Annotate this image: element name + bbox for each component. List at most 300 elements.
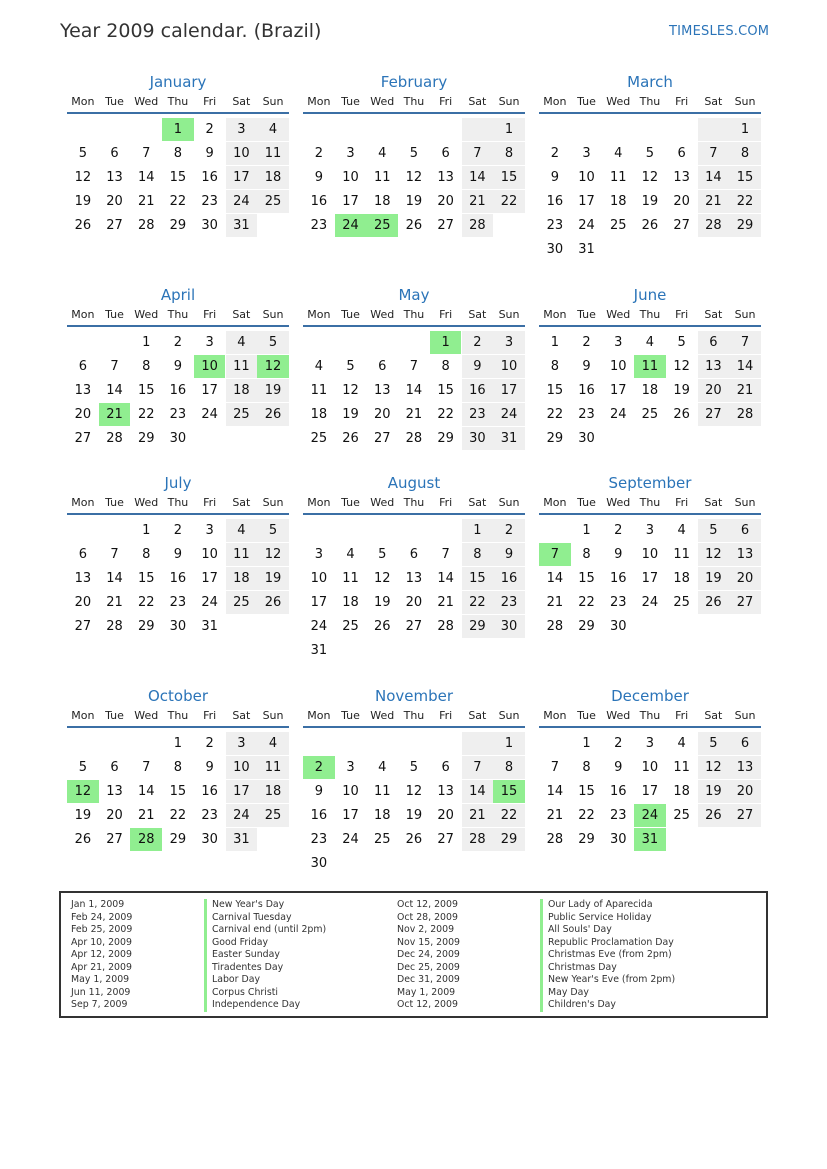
weekend-day-cell: 19 (257, 379, 289, 402)
month-name: October (147, 687, 209, 705)
weekday-header: Sun (498, 308, 520, 321)
legend-holiday-name: Public Service Holiday (540, 912, 675, 925)
weekend-day-cell: 5 (698, 519, 730, 542)
weekday-header: Fri (439, 709, 453, 722)
weekday-header: Wed (606, 709, 631, 722)
weekday-header: Thu (403, 496, 425, 509)
day-cell: 4 (645, 335, 655, 350)
weekend-day-cell: 11 (226, 543, 258, 566)
day-cell: 10 (201, 547, 218, 562)
day-cell: 27 (437, 832, 454, 847)
day-cell: 3 (346, 760, 355, 775)
weekend-day-cell: 1 (493, 732, 525, 755)
day-cell: 4 (346, 547, 355, 562)
day-cell: 20 (673, 194, 690, 209)
weekend-day-cell: 24 (226, 190, 258, 213)
day-cell: 9 (314, 170, 323, 185)
weekday-header: Fri (675, 95, 689, 108)
day-cell: 14 (546, 571, 564, 586)
day-cell: 30 (169, 619, 187, 634)
day-cell: 1 (173, 736, 183, 751)
weekday-header: Sat (468, 709, 487, 722)
day-cell: 30 (201, 218, 218, 233)
month-name: April (160, 286, 196, 304)
weekend-day-cell: 16 (462, 379, 494, 402)
day-cell: 13 (74, 571, 92, 586)
day-cell: 20 (106, 808, 123, 823)
day-cell: 20 (74, 407, 92, 422)
legend-holiday-name: Corpus Christi (204, 987, 326, 1000)
day-cell: 1 (550, 335, 559, 350)
legend-holiday-name: New Year's Day (204, 899, 326, 912)
weekend-day-cell: 15 (462, 567, 494, 590)
weekday-header: Thu (167, 496, 189, 509)
day-cell: 21 (437, 595, 454, 610)
weekend-day-cell: 17 (226, 166, 258, 189)
month-divider (539, 112, 761, 114)
day-cell: 9 (314, 784, 323, 799)
day-cell: 26 (74, 218, 92, 233)
day-cell: 27 (106, 218, 123, 233)
weekday-header: Tue (105, 308, 124, 321)
holiday-day-cell: 12 (67, 780, 99, 803)
weekend-day-cell: 19 (698, 567, 730, 590)
day-cell: 2 (614, 736, 623, 751)
weekend-day-cell: 8 (493, 756, 525, 779)
weekend-day-cell: 20 (729, 780, 761, 803)
weekend-day-cell: 4 (226, 519, 258, 542)
day-cell: 25 (673, 595, 690, 610)
weekend-day-cell: 23 (462, 403, 494, 426)
legend-names-right (540, 899, 675, 1012)
day-cell: 21 (106, 595, 123, 610)
day-cell: 7 (110, 359, 119, 374)
day-cell: 23 (169, 407, 187, 422)
month-divider (539, 513, 761, 515)
day-cell: 8 (582, 760, 591, 775)
day-cell: 20 (74, 595, 92, 610)
weekend-day-cell: 21 (729, 379, 761, 402)
day-cell: 12 (641, 170, 659, 185)
weekend-day-cell: 15 (493, 166, 525, 189)
legend-date: Oct 12, 2009 (397, 999, 458, 1010)
weekday-header: Tue (341, 496, 360, 509)
day-cell: 8 (550, 359, 559, 374)
day-cell: 1 (582, 523, 591, 538)
day-cell: 3 (645, 736, 655, 751)
day-cell: 14 (137, 784, 155, 799)
day-cell: 12 (342, 383, 359, 398)
weekend-empty-cell (462, 118, 494, 141)
holiday-day-cell: 11 (634, 355, 666, 378)
day-cell: 14 (405, 383, 423, 398)
weekday-header: Sat (704, 308, 723, 321)
day-cell: 26 (673, 407, 690, 422)
day-cell: 21 (546, 808, 564, 823)
legend-date: Jun 11, 2009 (71, 986, 131, 998)
day-cell: 26 (641, 218, 659, 233)
weekday-header: Sun (498, 496, 520, 509)
weekend-day-cell: 6 (729, 519, 761, 542)
day-cell: 14 (106, 571, 123, 586)
day-cell: 4 (314, 359, 323, 374)
day-cell: 24 (578, 218, 595, 233)
month-divider (539, 325, 761, 327)
legend-holiday-name: May Day (540, 987, 675, 1000)
day-cell: 6 (110, 146, 119, 161)
day-cell: 7 (409, 359, 419, 374)
day-cell: 19 (673, 383, 690, 398)
weekend-day-cell: 26 (257, 591, 289, 614)
day-cell: 2 (314, 146, 323, 161)
legend-holiday-name: All Souls' Day (540, 924, 675, 937)
day-cell: 16 (169, 571, 187, 586)
day-cell: 3 (205, 523, 214, 538)
day-cell: 25 (609, 218, 627, 233)
day-cell: 22 (578, 808, 595, 823)
weekend-day-cell: 5 (257, 519, 289, 542)
legend-date: Apr 12, 2009 (71, 949, 132, 960)
day-cell: 4 (677, 736, 686, 751)
weekday-header: Sat (468, 496, 487, 509)
day-cell: 5 (645, 146, 655, 161)
day-cell: 21 (405, 407, 423, 422)
weekday-header: Tue (105, 709, 124, 722)
weekday-header: Sat (232, 496, 251, 509)
weekday-header: Fri (203, 308, 217, 321)
weekend-day-cell: 25 (257, 190, 289, 213)
day-cell: 11 (373, 784, 391, 799)
weekday-header: Wed (606, 496, 631, 509)
day-cell: 9 (614, 547, 623, 562)
day-cell: 25 (673, 808, 690, 823)
day-cell: 24 (310, 619, 328, 634)
day-cell: 4 (677, 523, 686, 538)
legend-holiday-name: Christmas Eve (from 2pm) (540, 949, 675, 962)
day-cell: 20 (106, 194, 123, 209)
weekday-header: Mon (543, 496, 567, 509)
weekend-day-cell: 6 (698, 331, 730, 354)
day-cell: 10 (342, 784, 359, 799)
day-cell: 5 (677, 335, 686, 350)
weekend-day-cell: 13 (729, 543, 761, 566)
day-cell: 15 (578, 784, 595, 799)
weekend-day-cell: 31 (226, 214, 258, 237)
day-cell: 27 (373, 431, 391, 446)
month-divider (67, 513, 289, 515)
legend-date: Dec 31, 2009 (397, 974, 460, 985)
site-link[interactable]: TIMESLES.COM (669, 24, 770, 39)
legend-holiday-name: Tiradentes Day (204, 962, 326, 975)
weekend-day-cell: 2 (462, 331, 494, 354)
weekend-day-cell: 22 (493, 190, 525, 213)
day-cell: 25 (310, 431, 328, 446)
weekend-day-cell: 11 (257, 142, 289, 165)
day-cell: 12 (405, 170, 423, 185)
weekend-day-cell: 4 (257, 118, 289, 141)
weekend-day-cell: 21 (698, 190, 730, 213)
day-cell: 14 (106, 383, 123, 398)
day-cell: 24 (641, 595, 659, 610)
weekend-day-cell: 19 (698, 780, 730, 803)
day-cell: 23 (169, 595, 187, 610)
weekend-empty-cell (698, 118, 730, 141)
day-cell: 17 (641, 571, 659, 586)
weekend-day-cell: 16 (493, 567, 525, 590)
day-cell: 8 (441, 359, 450, 374)
day-cell: 8 (173, 146, 183, 161)
weekday-header: Wed (134, 95, 159, 108)
day-cell: 5 (78, 760, 87, 775)
month-divider (67, 112, 289, 114)
day-cell: 16 (169, 383, 187, 398)
day-cell: 31 (201, 619, 218, 634)
day-cell: 29 (578, 619, 595, 634)
day-cell: 6 (378, 359, 387, 374)
weekend-day-cell: 8 (729, 142, 761, 165)
day-cell: 16 (546, 194, 564, 209)
weekday-header: Wed (134, 496, 159, 509)
weekend-day-cell: 6 (729, 732, 761, 755)
weekend-day-cell: 28 (729, 403, 761, 426)
day-cell: 12 (373, 571, 391, 586)
day-cell: 29 (578, 832, 595, 847)
day-cell: 9 (614, 760, 623, 775)
weekend-empty-cell (462, 732, 494, 755)
day-cell: 23 (310, 832, 328, 847)
holiday-day-cell: 24 (634, 804, 666, 827)
day-cell: 9 (173, 547, 183, 562)
legend-date: May 1, 2009 (397, 986, 456, 998)
day-cell: 20 (437, 194, 454, 209)
weekday-header: Wed (134, 709, 159, 722)
day-cell: 16 (201, 784, 218, 799)
weekend-day-cell: 7 (698, 142, 730, 165)
month-name: February (380, 73, 448, 91)
weekend-day-cell: 28 (462, 214, 494, 237)
day-cell: 2 (173, 335, 183, 350)
weekend-day-cell: 20 (698, 379, 730, 402)
weekday-header: Tue (577, 95, 596, 108)
weekday-header: Fri (203, 95, 217, 108)
weekend-day-cell: 12 (698, 543, 730, 566)
day-cell: 7 (142, 760, 151, 775)
day-cell: 27 (673, 218, 690, 233)
day-cell: 5 (78, 146, 87, 161)
day-cell: 3 (314, 547, 323, 562)
weekend-day-cell: 26 (698, 591, 730, 614)
weekend-day-cell: 27 (729, 804, 761, 827)
day-cell: 3 (205, 335, 214, 350)
weekend-day-cell: 13 (698, 355, 730, 378)
weekend-day-cell: 5 (698, 732, 730, 755)
day-cell: 22 (137, 595, 155, 610)
weekday-header: Thu (639, 496, 661, 509)
day-cell: 13 (106, 784, 123, 799)
weekend-day-cell: 31 (493, 427, 525, 450)
weekday-header: Thu (167, 308, 189, 321)
day-cell: 17 (201, 383, 218, 398)
weekend-day-cell: 3 (226, 118, 258, 141)
weekday-header: Wed (370, 95, 395, 108)
day-cell: 26 (405, 832, 423, 847)
day-cell: 25 (342, 619, 359, 634)
day-cell: 14 (137, 170, 155, 185)
weekday-header: Sat (468, 308, 487, 321)
weekday-header: Sat (468, 95, 487, 108)
month-divider (303, 513, 525, 515)
weekend-day-cell: 12 (257, 543, 289, 566)
weekday-header: Thu (167, 709, 189, 722)
page-title: Year 2009 calendar. (Brazil) (60, 20, 322, 42)
day-cell: 20 (437, 808, 454, 823)
day-cell: 17 (310, 595, 328, 610)
day-cell: 22 (546, 407, 564, 422)
day-cell: 15 (137, 571, 155, 586)
day-cell: 5 (409, 760, 419, 775)
weekday-header: Thu (403, 95, 425, 108)
legend-holiday-name: Independence Day (204, 999, 326, 1012)
day-cell: 22 (137, 407, 155, 422)
weekend-day-cell: 4 (257, 732, 289, 755)
weekend-day-cell: 10 (226, 756, 258, 779)
weekend-day-cell: 25 (226, 591, 258, 614)
day-cell: 10 (342, 170, 359, 185)
day-cell: 11 (342, 571, 359, 586)
day-cell: 5 (409, 146, 419, 161)
weekday-header: Sun (734, 308, 756, 321)
holiday-day-cell: 1 (430, 331, 462, 354)
day-cell: 15 (169, 784, 187, 799)
day-cell: 13 (437, 784, 454, 799)
month-name: January (149, 73, 207, 91)
day-cell: 2 (205, 122, 214, 137)
weekday-header: Fri (439, 496, 453, 509)
weekday-header: Sun (734, 709, 756, 722)
day-cell: 2 (550, 146, 559, 161)
day-cell: 2 (173, 523, 183, 538)
day-cell: 28 (405, 431, 423, 446)
weekday-header: Tue (341, 308, 360, 321)
weekend-day-cell: 18 (257, 780, 289, 803)
weekend-day-cell: 10 (226, 142, 258, 165)
day-cell: 9 (582, 359, 591, 374)
weekday-header: Mon (71, 95, 95, 108)
weekend-day-cell: 17 (493, 379, 525, 402)
day-cell: 11 (609, 170, 627, 185)
weekend-day-cell: 14 (698, 166, 730, 189)
weekday-header: Fri (439, 308, 453, 321)
day-cell: 8 (142, 359, 151, 374)
day-cell: 13 (373, 383, 391, 398)
weekend-day-cell: 7 (462, 756, 494, 779)
holiday-day-cell: 2 (303, 756, 335, 779)
legend-holiday-name: Good Friday (204, 937, 326, 950)
day-cell: 18 (342, 595, 359, 610)
holiday-day-cell: 12 (257, 355, 289, 378)
day-cell: 21 (137, 194, 155, 209)
legend-dates-right (397, 899, 460, 1012)
weekend-day-cell: 22 (462, 591, 494, 614)
month-divider (303, 112, 525, 114)
legend-date: Apr 10, 2009 (71, 936, 132, 948)
legend-date: Sep 7, 2009 (71, 999, 128, 1010)
month-divider (303, 325, 525, 327)
weekend-day-cell: 11 (226, 355, 258, 378)
day-cell: 17 (609, 383, 627, 398)
weekend-day-cell: 9 (493, 543, 525, 566)
weekday-header: Tue (105, 95, 124, 108)
weekday-header: Wed (134, 308, 159, 321)
day-cell: 28 (106, 431, 123, 446)
legend-holiday-name: Carnival Tuesday (204, 912, 326, 925)
weekend-day-cell: 26 (698, 804, 730, 827)
weekday-header: Wed (370, 709, 395, 722)
day-cell: 30 (609, 619, 627, 634)
weekday-header: Wed (606, 308, 631, 321)
holiday-day-cell: 10 (194, 355, 226, 378)
day-cell: 13 (405, 571, 423, 586)
day-cell: 24 (342, 832, 359, 847)
day-cell: 7 (550, 760, 559, 775)
month-name: November (374, 687, 454, 705)
weekday-header: Mon (307, 308, 331, 321)
holiday-day-cell: 15 (493, 780, 525, 803)
weekday-header: Mon (543, 308, 567, 321)
day-cell: 13 (74, 383, 92, 398)
weekday-header: Thu (167, 95, 189, 108)
day-cell: 23 (578, 407, 595, 422)
weekday-header: Sun (734, 95, 756, 108)
weekday-header: Thu (639, 308, 661, 321)
day-cell: 13 (106, 170, 123, 185)
legend-holiday-name: Republic Proclamation Day (540, 937, 675, 950)
weekday-header: Mon (543, 709, 567, 722)
day-cell: 29 (137, 431, 155, 446)
weekend-day-cell: 24 (493, 403, 525, 426)
day-cell: 13 (673, 170, 690, 185)
day-cell: 1 (142, 335, 151, 350)
day-cell: 8 (142, 547, 151, 562)
day-cell: 29 (546, 431, 564, 446)
weekend-day-cell: 7 (462, 142, 494, 165)
weekday-header: Mon (307, 709, 331, 722)
day-cell: 17 (342, 808, 359, 823)
legend-date: Jan 1, 2009 (71, 899, 125, 910)
day-cell: 24 (201, 595, 218, 610)
weekday-header: Tue (577, 308, 596, 321)
day-cell: 6 (110, 760, 119, 775)
legend-holiday-name: Our Lady of Aparecida (540, 899, 675, 912)
weekend-day-cell: 21 (462, 804, 494, 827)
day-cell: 30 (578, 431, 595, 446)
weekday-header: Sat (232, 95, 251, 108)
legend-date: Oct 28, 2009 (397, 911, 458, 923)
day-cell: 21 (137, 808, 155, 823)
month-name: July (164, 474, 192, 492)
month-name: May (398, 286, 430, 304)
weekday-header: Mon (71, 709, 95, 722)
day-cell: 8 (173, 760, 183, 775)
day-cell: 29 (437, 431, 454, 446)
weekend-day-cell: 19 (257, 567, 289, 590)
day-cell: 5 (346, 359, 355, 374)
day-cell: 19 (74, 808, 92, 823)
holiday-day-cell: 31 (634, 828, 666, 851)
weekday-header: Fri (675, 709, 689, 722)
day-cell: 28 (546, 619, 564, 634)
day-cell: 17 (342, 194, 359, 209)
